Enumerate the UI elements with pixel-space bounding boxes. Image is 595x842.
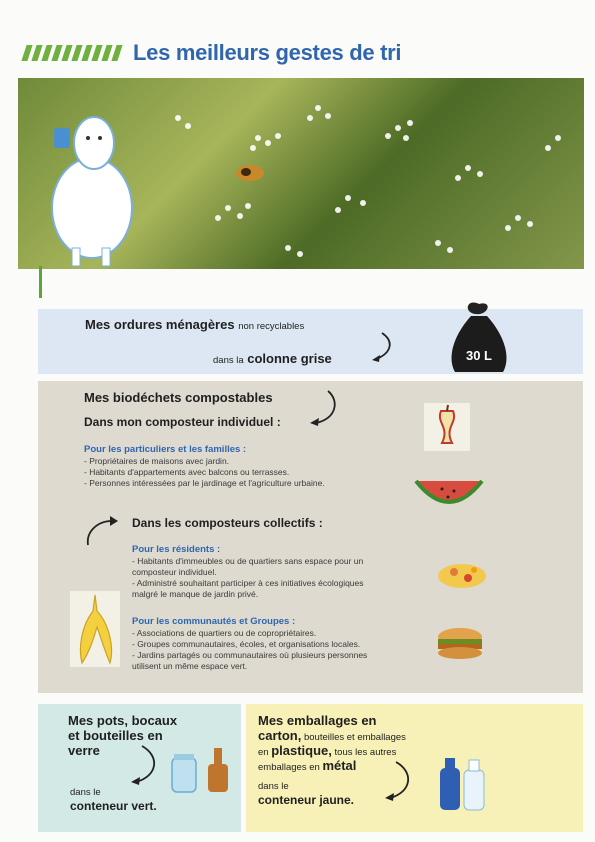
- curved-arrow-icon: [368, 331, 394, 365]
- verre-dans: dans le: [70, 787, 101, 798]
- emballages-carton: carton,: [258, 728, 302, 743]
- individuel-title: Dans mon composteur individuel :: [84, 415, 281, 429]
- communautes-item: - Jardins partagés ou communautaires où plusieurs personnes: [132, 650, 368, 660]
- watermelon-icon: [412, 473, 486, 509]
- residents-heading: Pour les résidents :: [132, 544, 221, 555]
- plastic-bottles-icon: [434, 754, 494, 812]
- residents-item: malgré le manque de jardin privé.: [132, 589, 259, 599]
- emballages-section: [246, 704, 583, 832]
- particuliers-item: - Propriétaires de maisons avec jardin.: [84, 456, 230, 466]
- curved-arrow-icon: [382, 760, 418, 804]
- emballages-dans: dans le: [258, 781, 289, 792]
- trash-bag-icon: [445, 296, 513, 376]
- communautes-heading: Pour les communautés et Groupes :: [132, 616, 296, 627]
- collectifs-title: Dans les composteurs collectifs :: [132, 516, 323, 530]
- ordures-subtitle: non recyclables: [238, 321, 305, 332]
- particuliers-item: - Habitants d'appartements avec balcons ou terrasses.: [84, 467, 290, 477]
- communautes-item: - Groupes communautaires, écoles, et organisations locales.: [132, 639, 361, 649]
- ordures-dans: dans la: [213, 355, 244, 366]
- flowers-photo: [18, 78, 584, 269]
- emballages-line1: Mes emballages en: [258, 713, 377, 728]
- verre-line3: verre: [68, 743, 100, 758]
- curved-arrow-icon: [82, 513, 122, 549]
- communautes-item: utilisent un même espace vert.: [132, 661, 248, 671]
- emballages-en: en: [258, 747, 272, 758]
- ordures-title: Mes ordures ménagères: [85, 317, 235, 332]
- bin-capacity: 30 L: [465, 348, 493, 363]
- page-title: Les meilleurs gestes de tri: [133, 40, 402, 65]
- residents-item: - Habitants d'immeubles ou de quartiers sans espace pour un: [132, 556, 364, 566]
- particuliers-heading: Pour les particuliers et les familles :: [84, 444, 247, 455]
- verre-line2: et bouteilles en: [68, 728, 163, 743]
- sheep-mascot-icon: [32, 108, 142, 268]
- emballages-line3-rest: tous les autres: [331, 747, 397, 758]
- curved-arrow-icon: [306, 389, 342, 429]
- glass-jars-icon: [166, 746, 234, 796]
- sandwich-icon: [432, 625, 488, 661]
- header-stripes: [22, 45, 122, 61]
- emballages-metal: métal: [322, 758, 357, 773]
- apple-core-icon: [424, 403, 470, 451]
- curved-arrow-icon: [128, 744, 164, 788]
- biodechets-title: Mes biodéchets compostables: [84, 390, 273, 405]
- green-divider: [39, 266, 42, 298]
- residents-item: - Administré souhaitant participer à ces initiatives écologiques: [132, 578, 364, 588]
- verre-line1: Mes pots, bocaux: [68, 713, 178, 728]
- emballages-line2-rest: bouteilles et emballages: [301, 732, 406, 743]
- emballages-plastique: plastique,: [271, 743, 332, 758]
- residents-item: composteur individuel.: [132, 567, 217, 577]
- ordures-destination: colonne grise: [247, 351, 332, 366]
- emballages-line4-prefix: emballages en: [258, 762, 323, 773]
- communautes-item: - Associations de quartiers ou de copropriétaires.: [132, 628, 317, 638]
- banana-peel-icon: [70, 591, 120, 667]
- particuliers-item: - Personnes intéressées par le jardinage et l'agriculture urbaine.: [84, 478, 325, 488]
- verre-section: [38, 704, 241, 832]
- food-scraps-icon: [434, 556, 490, 592]
- emballages-conteneur: conteneur jaune.: [258, 793, 355, 807]
- biodechets-section: [38, 381, 583, 693]
- verre-conteneur: conteneur vert.: [70, 799, 157, 813]
